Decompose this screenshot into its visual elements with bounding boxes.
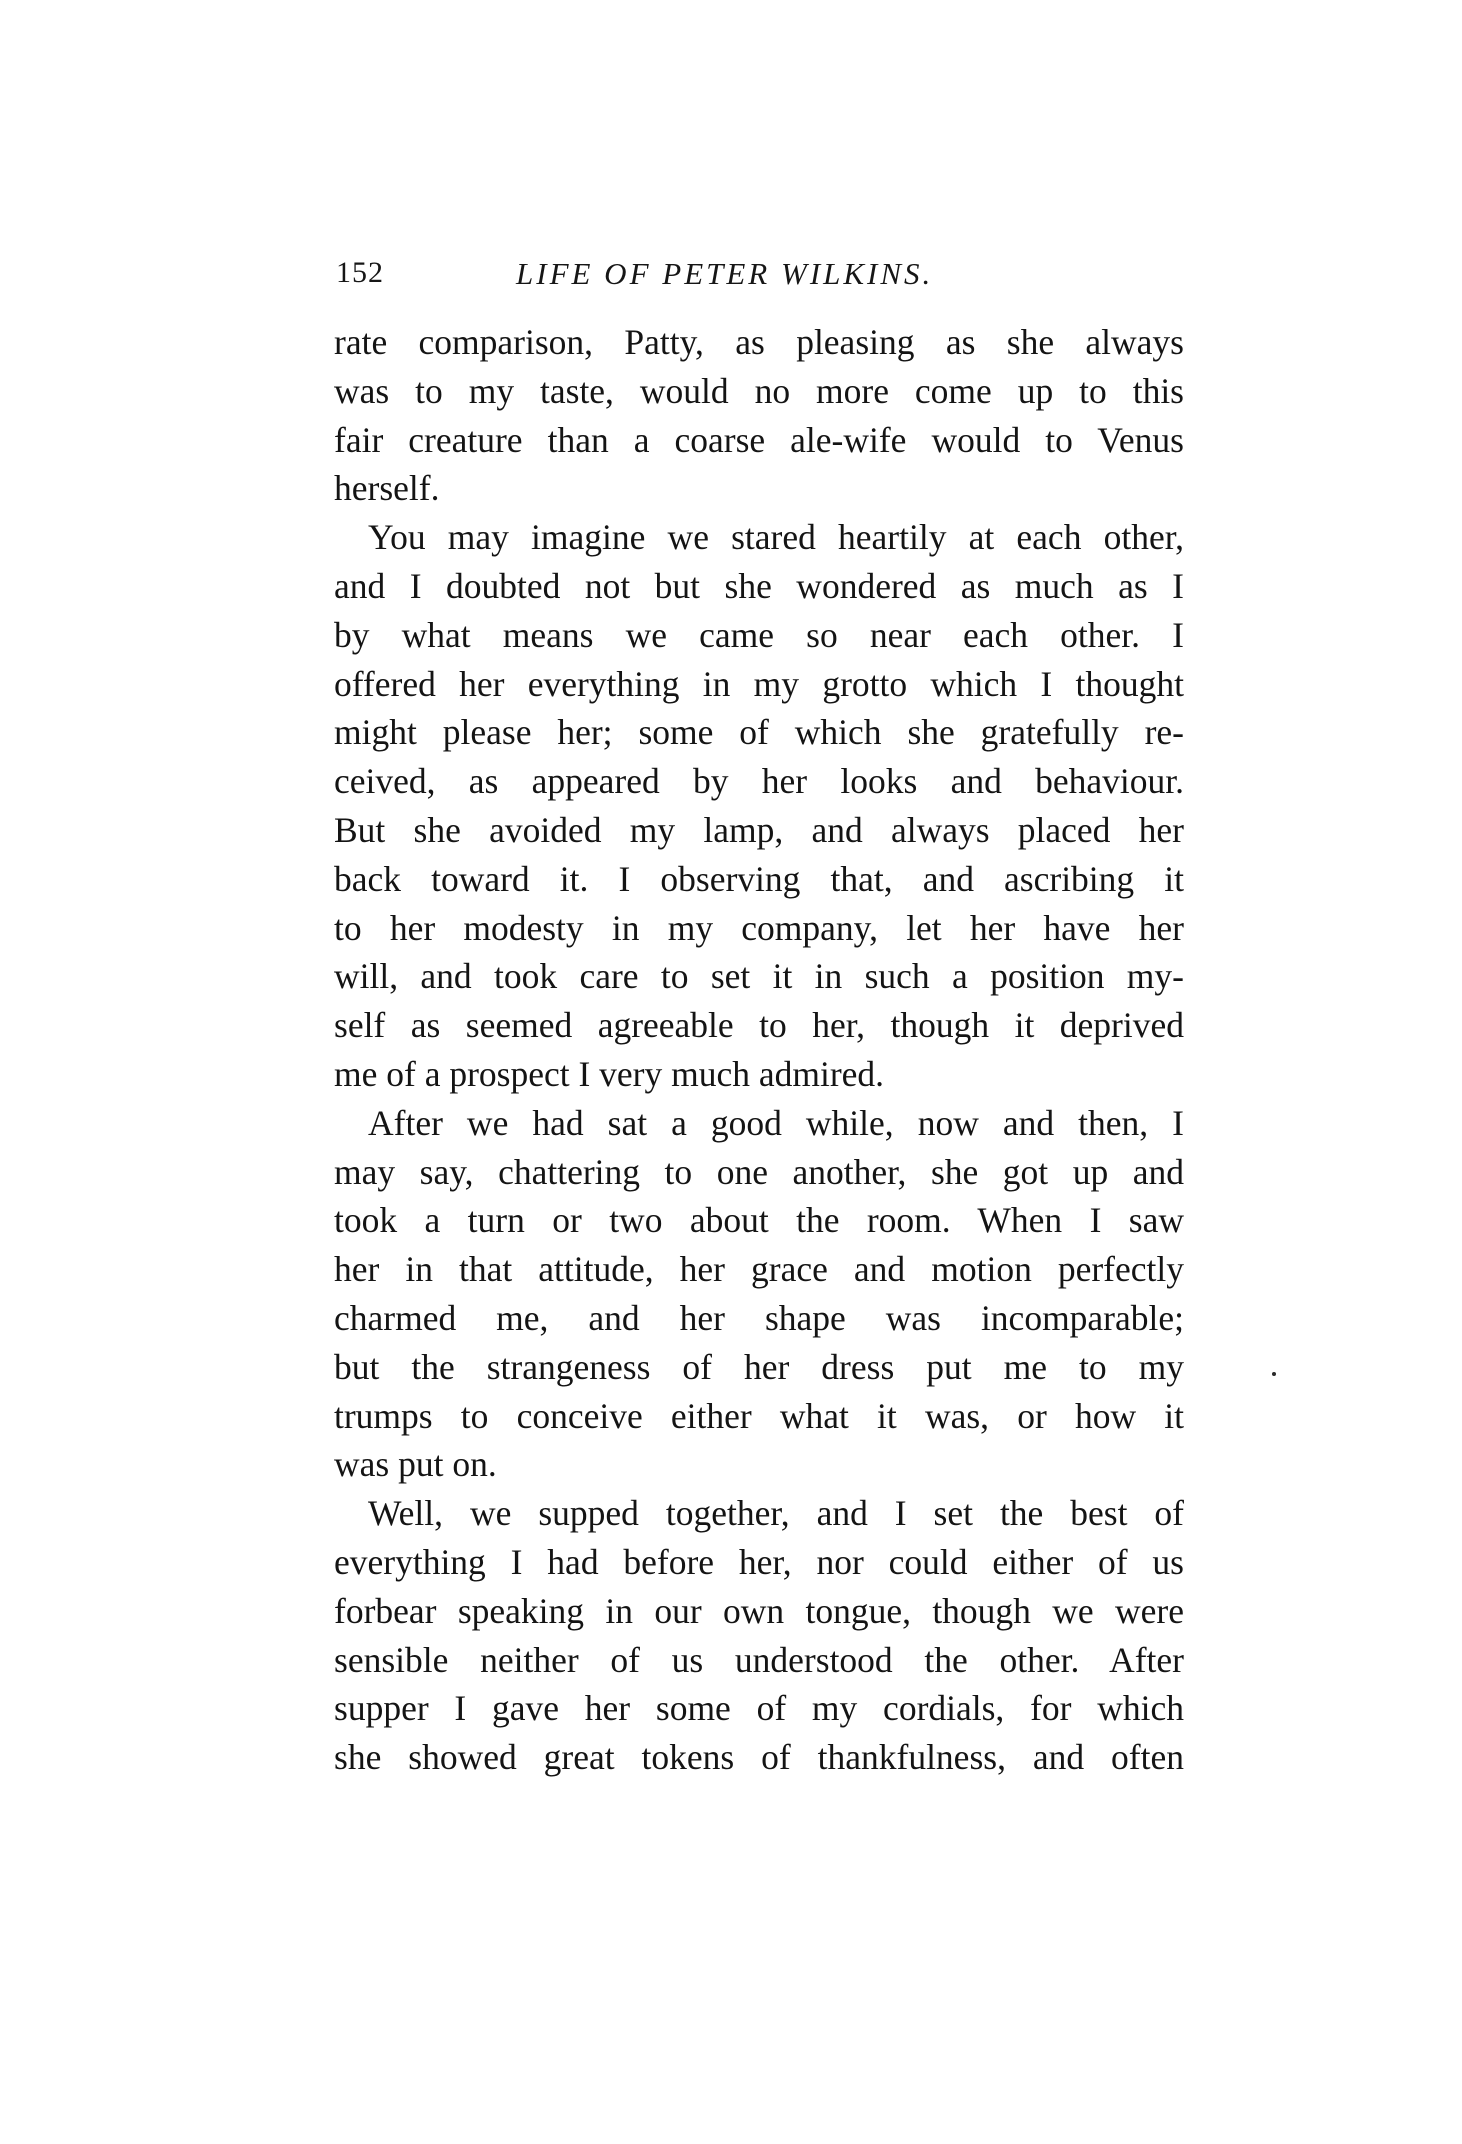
text-line: but the strangeness of her dress put me to my <box>334 1346 1184 1387</box>
text-line: offered her everything in my grotto which I thought <box>334 663 1184 704</box>
text-line: But she avoided my lamp, and always placed her <box>334 809 1184 850</box>
paragraph-4 <box>334 1489 1184 1782</box>
text-line: supper I gave her some of my cordials, for which <box>334 1688 1184 1729</box>
text-line: back toward it. I observing that, and ascribing it <box>334 858 1184 899</box>
ink-speck <box>1272 1372 1276 1376</box>
text-line: sensible neither of us understood the other. After <box>334 1639 1184 1680</box>
text-line: took a turn or two about the room. When I saw <box>334 1200 1184 1241</box>
text-line: You may imagine we stared heartily at each other, <box>368 517 1184 558</box>
text-line: was put on. <box>334 1444 497 1485</box>
text-line: might please her; some of which she gratefully re- <box>334 712 1184 753</box>
text-line: to her modesty in my company, let her have her <box>334 907 1184 948</box>
text-line: was to my taste, would no more come up to this <box>334 370 1184 411</box>
text-line: trumps to conceive either what it was, or how it <box>334 1395 1184 1436</box>
running-title: LIFE OF PETER WILKINS. <box>516 256 934 291</box>
text-line: and I doubted not but she wondered as much as I <box>334 565 1184 606</box>
text-line: Well, we supped together, and I set the best of <box>368 1493 1184 1534</box>
text-line: self as seemed agreeable to her, though it deprived <box>334 1005 1184 1046</box>
text-line: her in that attitude, her grace and motion perfectly <box>334 1249 1184 1290</box>
text-line: by what means we came so near each other. I <box>334 614 1184 655</box>
page-number: 152 <box>336 256 384 289</box>
text-line: herself. <box>334 468 440 509</box>
paragraph-3 <box>334 1099 1184 1489</box>
text-line: charmed me, and her shape was incomparable; <box>334 1297 1184 1338</box>
text-line: everything I had before her, nor could either of us <box>334 1541 1184 1582</box>
text-line: me of a prospect I very much admired. <box>334 1053 885 1094</box>
text-line: rate comparison, Patty, as pleasing as she always <box>334 322 1184 362</box>
text-line: ceived, as appeared by her looks and behaviour. <box>334 761 1184 802</box>
text-line: forbear speaking in our own tongue, though we were <box>334 1590 1184 1631</box>
paragraph-2 <box>334 513 1184 1099</box>
text-line: will, and took care to set it in such a position my- <box>334 956 1184 997</box>
text-line: may say, chattering to one another, she got up and <box>334 1151 1184 1192</box>
text-line: fair creature than a coarse ale-wife would to Venus <box>334 419 1184 460</box>
page-header <box>336 256 1182 304</box>
paragraph-1 <box>334 318 1184 513</box>
text-line: she showed great tokens of thankfulness, and often <box>334 1737 1184 1778</box>
body-text <box>334 318 1184 1782</box>
text-line: After we had sat a good while, now and then, I <box>368 1102 1184 1143</box>
